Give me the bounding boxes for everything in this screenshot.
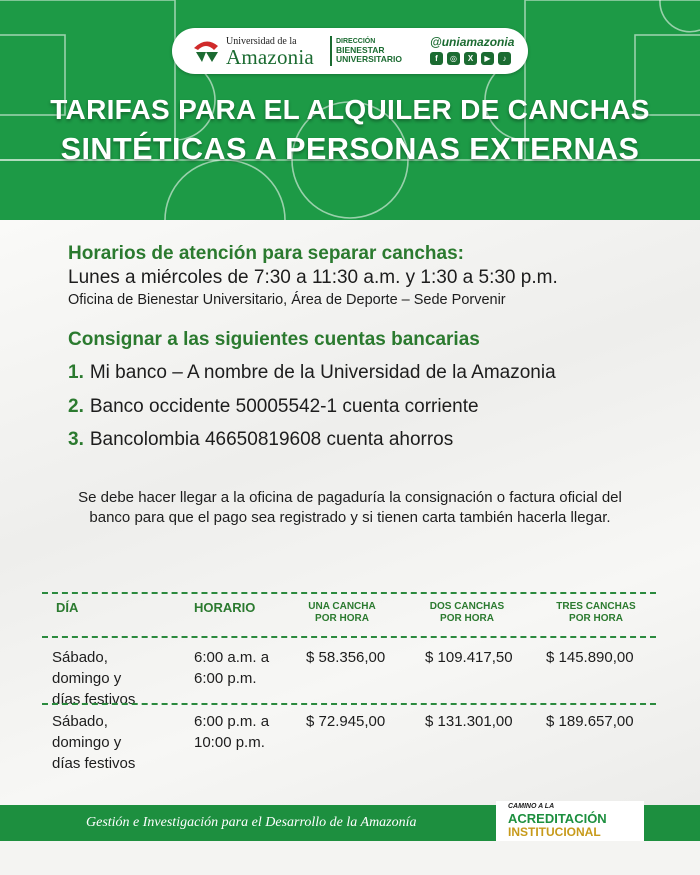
account-number: 3.: [68, 429, 84, 450]
cell-una: $ 72.945,00: [306, 713, 386, 730]
column-header-tres-line2: POR HORA: [569, 613, 623, 624]
direction-label: DIRECCIÓN: [336, 38, 376, 45]
account-number: 2.: [68, 396, 84, 417]
column-header-una-line2: POR HORA: [315, 613, 369, 624]
account-text: Mi banco – A nombre de la Universidad de la Amazonia: [89, 362, 556, 383]
cell-tres: $ 145.890,00: [546, 649, 634, 666]
column-header-dos-line2: POR HORA: [440, 613, 494, 624]
column-header-una-line1: UNA CANCHA: [308, 601, 376, 612]
payment-note: Se debe hacer llegar a la oficina de pagaduría la consignación o factura oficial del banco para que el pago sea registrado y si tienen carta también hacerla llegar.: [78, 489, 622, 526]
cell-una: $ 58.356,00: [306, 649, 386, 666]
logo-banner: [172, 28, 528, 74]
social-handle[interactable]: @uniamazonia: [430, 35, 515, 49]
cell-dia-line: días festivos: [52, 755, 136, 772]
cell-horario: [194, 647, 269, 689]
account-text: Bancolombia 46650819608 cuenta ahorros: [89, 429, 454, 450]
cell-horario-line: 10:00 p.m.: [194, 734, 265, 751]
university-name: Amazonia: [226, 45, 314, 69]
university-logo-icon: [192, 38, 220, 64]
account-item: [68, 396, 479, 418]
column-header-horario: HORARIO: [194, 600, 256, 615]
direction-line2: UNIVERSITARIO: [336, 54, 402, 64]
column-header-tres: [541, 601, 651, 625]
account-number: 1.: [68, 362, 84, 383]
column-header-dos: [412, 601, 522, 625]
social-icons: [430, 52, 511, 65]
cell-dos: $ 109.417,50: [425, 649, 513, 666]
cell-horario-line: 6:00 p.m. a: [194, 713, 270, 730]
cell-horario: [194, 711, 269, 753]
cell-dia-line: días festivos: [52, 691, 136, 708]
cell-dos: $ 131.301,00: [425, 713, 513, 730]
schedule-office: Oficina de Bienestar Universitario, Área de Deporte – Sede Porvenir: [68, 292, 506, 308]
facebook-icon[interactable]: f: [430, 52, 443, 65]
column-header-una: [287, 601, 397, 625]
direction-name: [336, 46, 402, 64]
logo-divider: [330, 36, 332, 66]
account-item: [68, 362, 556, 384]
accreditation-subtitle: INSTITUCIONAL: [508, 825, 601, 839]
header-banner: [0, 0, 700, 220]
cell-horario-line: 6:00 a.m. a: [194, 649, 270, 666]
cell-dia-line: Sábado,: [52, 649, 108, 666]
schedule-title: Horarios de atención para separar canchas:: [68, 243, 464, 264]
account-text: Banco occidente 50005542-1 cuenta corriente: [89, 396, 479, 417]
page-title-line2: SINTÉTICAS A PERSONAS EXTERNAS: [60, 132, 640, 166]
footer-slogan: Gestión e Investigación para el Desarrollo de la Amazonía: [86, 815, 417, 830]
column-header-dos-line1: DOS CANCHAS: [429, 601, 505, 612]
table-divider: [42, 703, 656, 705]
instagram-icon[interactable]: ◎: [447, 52, 460, 65]
cell-tres: $ 189.657,00: [546, 713, 634, 730]
cell-dia: [52, 711, 135, 774]
account-item: [68, 429, 453, 451]
cell-dia-line: domingo y: [52, 734, 122, 751]
page-title-line1: TARIFAS PARA EL ALQUILER DE CANCHAS: [50, 94, 650, 125]
schedule-hours: Lunes a miércoles de 7:30 a 11:30 a.m. y 1:30 a 5:30 p.m.: [68, 267, 558, 288]
cell-dia: [52, 647, 135, 710]
accreditation-title: ACREDITACIÓN: [508, 811, 607, 826]
cell-dia-line: Sábado,: [52, 713, 108, 730]
direction-line1: BIENESTAR: [336, 45, 385, 55]
tiktok-icon[interactable]: ♪: [498, 52, 511, 65]
accreditation-small: CAMINO A LA: [508, 803, 555, 810]
column-header-tres-line1: TRES CANCHAS: [556, 601, 636, 612]
table-divider: [42, 636, 656, 638]
accounts-title: Consignar a las siguientes cuentas bancarias: [68, 329, 480, 350]
cell-horario-line: 6:00 p.m.: [194, 670, 257, 687]
table-divider: [42, 592, 656, 594]
column-header-dia: DÍA: [56, 600, 79, 615]
youtube-icon[interactable]: ▶: [481, 52, 494, 65]
university-name-small: Universidad de la: [226, 36, 297, 47]
x-icon[interactable]: X: [464, 52, 477, 65]
cell-dia-line: domingo y: [52, 670, 122, 687]
